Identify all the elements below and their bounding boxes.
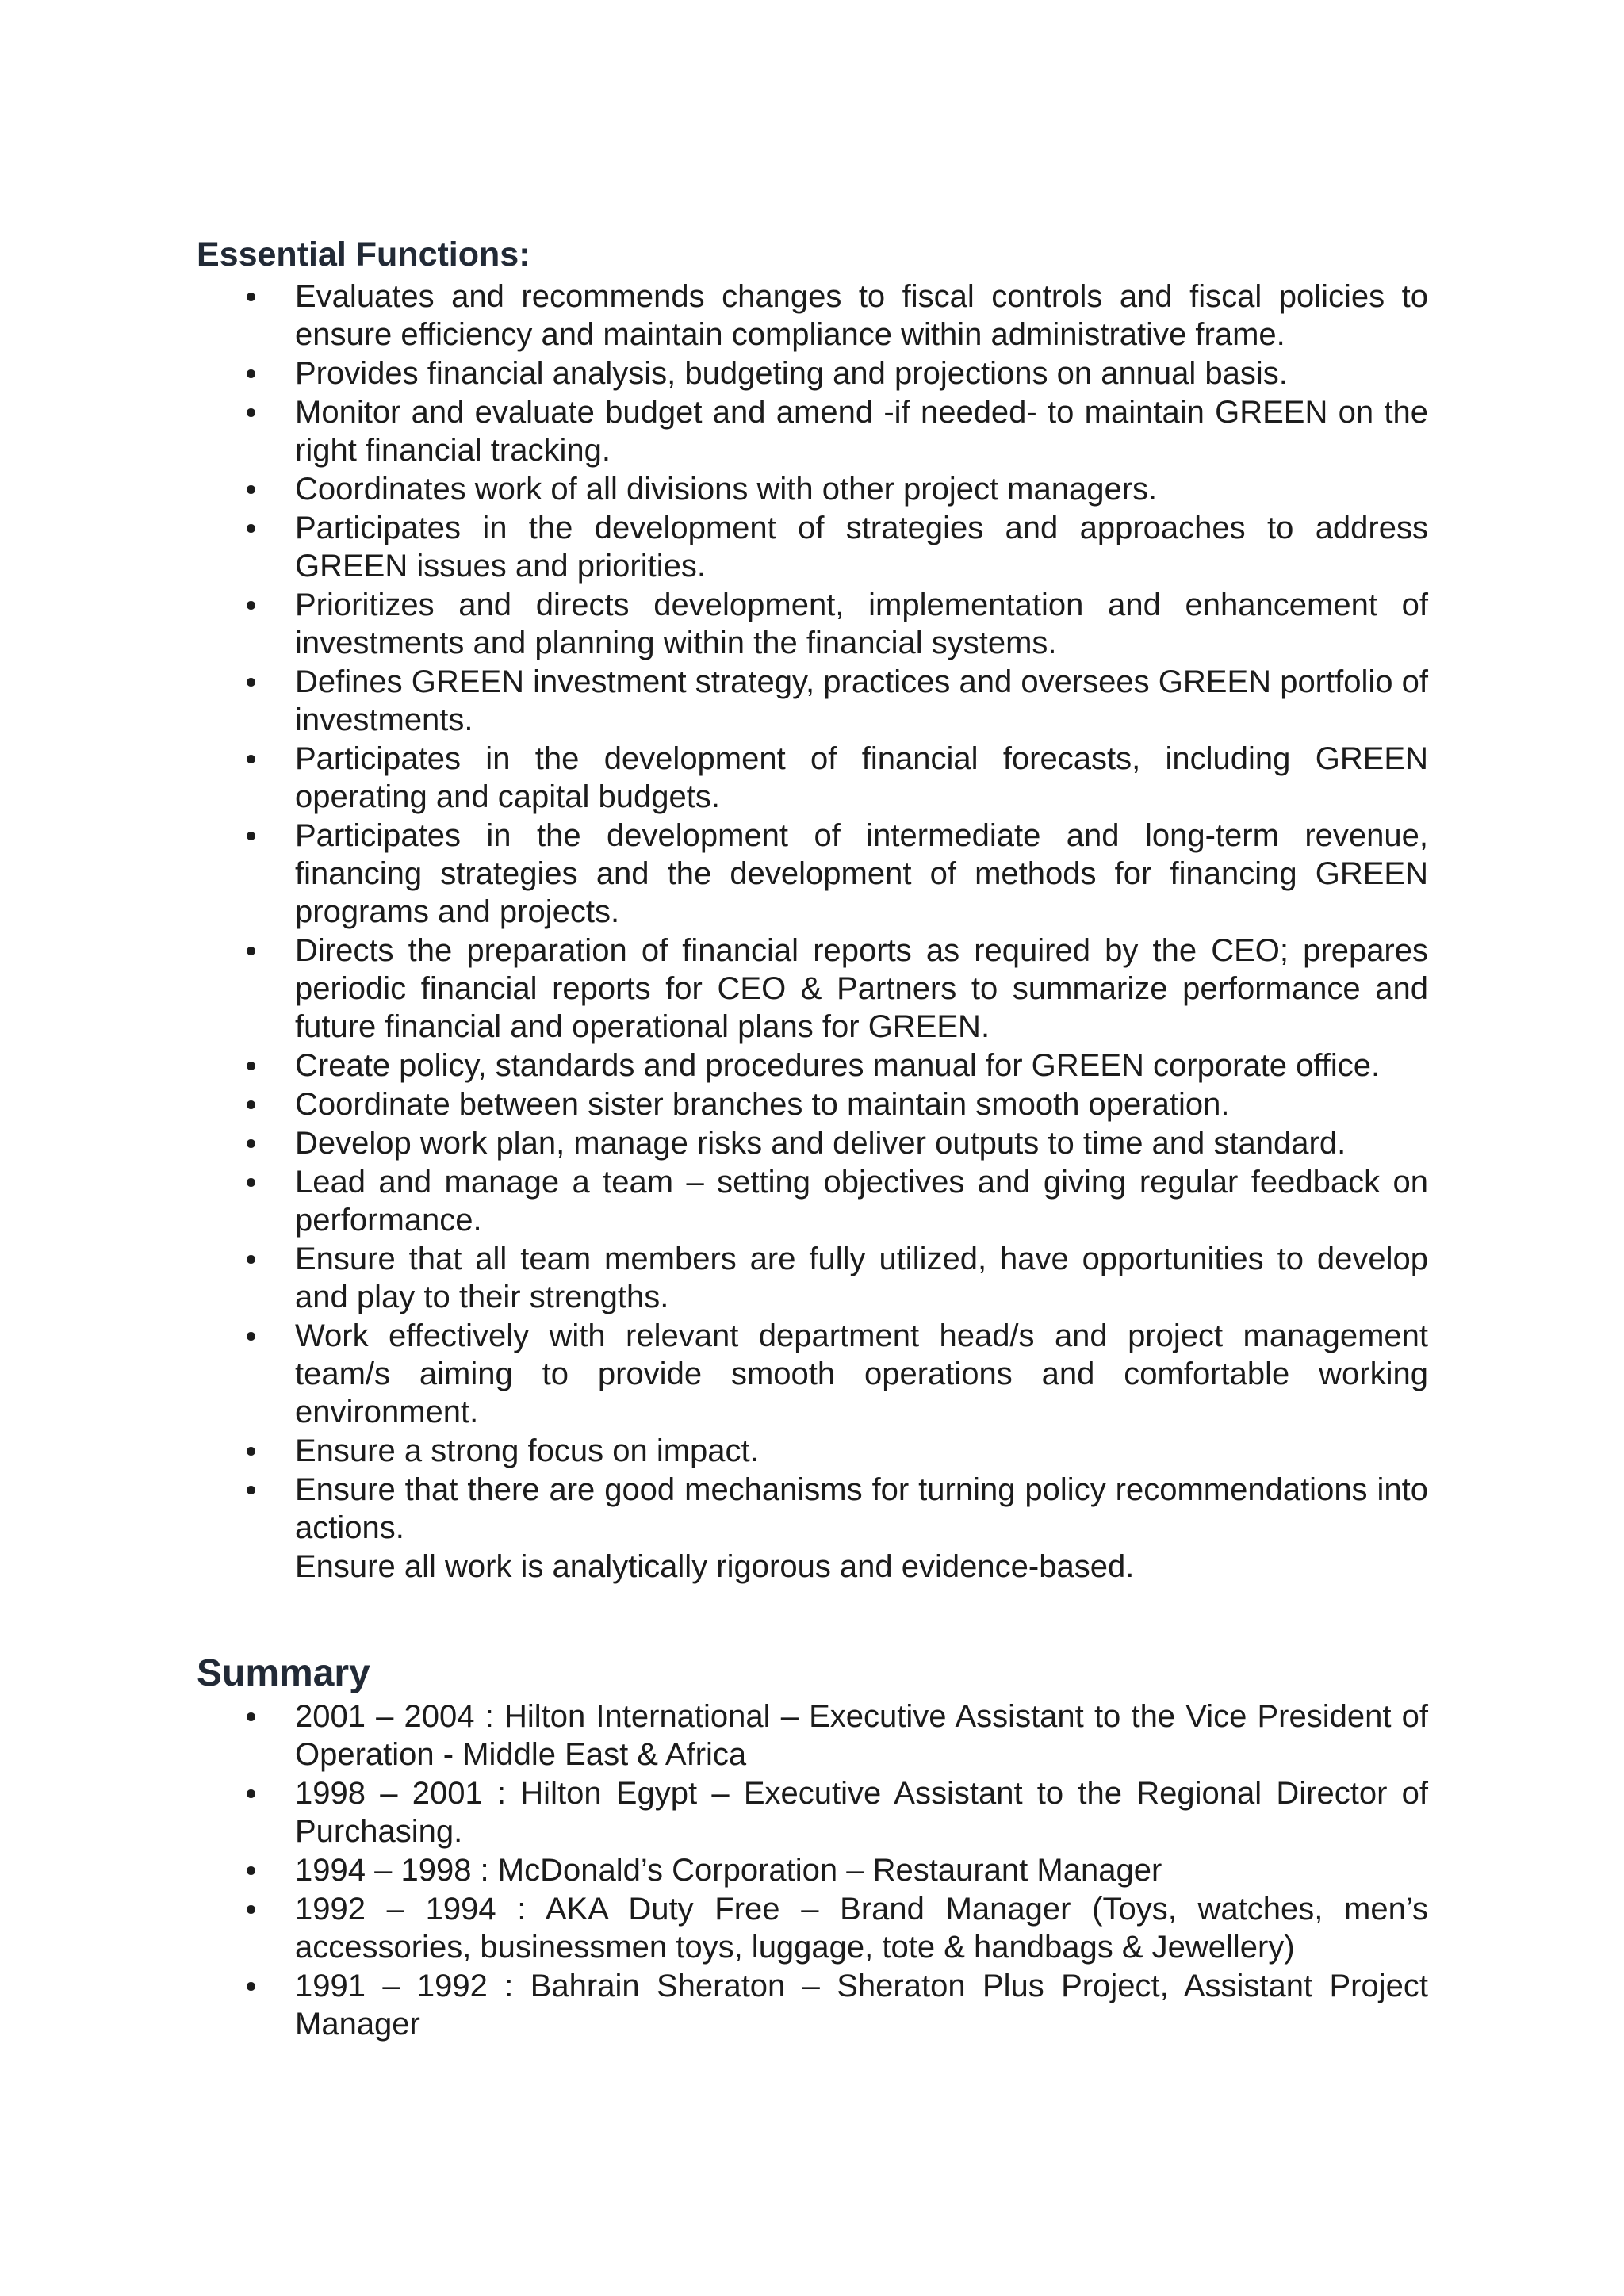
bullet-icon — [247, 601, 255, 610]
list-item-text: Participates in the development of intermediate and long-term revenue, financing strategies and the development of methods for financing GREEN programs and projects. — [295, 817, 1428, 929]
list-item-text: Defines GREEN investment strategy, practices and oversees GREEN portfolio of investments. — [295, 664, 1428, 737]
list-item — [197, 1471, 1428, 1547]
list-item — [197, 1124, 1428, 1162]
summary-item-text: 1991 – 1992 : Bahrain Sheraton – Sheraton Plus Project, Assistant Project Manager — [295, 1969, 1428, 2042]
bullet-icon — [247, 947, 255, 955]
summary-item-text: 1998 – 2001 : Hilton Egypt – Executive Assistant to the Regional Director of Purchasing. — [295, 1776, 1428, 1850]
list-item-text: Provides financial analysis, budgeting and projections on annual basis. — [295, 355, 1288, 391]
list-item-text: Directs the preparation of financial reports as required by the CEO; prepares periodic financial reports for CEO & Partners to summarize performance and future financial and operational plans for GREEN. — [295, 932, 1428, 1044]
list-item — [197, 1085, 1428, 1123]
bullet-icon — [247, 1100, 255, 1109]
bullet-icon — [247, 832, 255, 840]
list-item — [197, 1240, 1428, 1316]
list-item — [197, 470, 1428, 508]
summary-item-text: 1994 – 1998 : McDonald’s Corporation – Restaurant Manager — [295, 1853, 1162, 1888]
list-item-text: Participates in the development of financial forecasts, including GREEN operating and capital budgets. — [295, 740, 1428, 814]
list-item — [197, 1047, 1428, 1085]
list-item — [197, 354, 1428, 392]
bullet-icon — [247, 524, 255, 533]
summary-item-text: 2001 – 2004 : Hilton International – Executive Assistant to the Vice President of Operation - Middle East & Africa — [295, 1699, 1428, 1773]
bullet-icon — [247, 1789, 255, 1798]
essential-functions-list — [197, 277, 1428, 1547]
bullet-icon — [247, 1255, 255, 1264]
bullet-icon — [247, 1905, 255, 1914]
page-content — [197, 235, 1428, 2044]
bullet-icon — [247, 485, 255, 494]
essential-functions-heading: Essential Functions: — [197, 235, 530, 274]
summary-item-text: 1992 – 1994 : AKA Duty Free – Brand Manager (Toys, watches, men’s accessories, businessmen toys, luggage, tote & handbags & Jewellery) — [295, 1892, 1428, 1965]
list-item — [197, 740, 1428, 816]
list-item-text: Evaluates and recommends changes to fiscal controls and fiscal policies to ensure efficiency and maintain compliance within administrative frame. — [295, 278, 1428, 352]
bullet-icon — [247, 369, 255, 378]
bullet-icon — [247, 1982, 255, 1991]
list-item-text: Create policy, standards and procedures manual for GREEN corporate office. — [295, 1047, 1381, 1083]
bullet-icon — [247, 1332, 255, 1341]
bullet-icon — [247, 1712, 255, 1721]
list-item — [197, 277, 1428, 354]
list-item — [197, 393, 1428, 469]
bullet-icon — [247, 1178, 255, 1187]
summary-item — [197, 1890, 1428, 1966]
list-item-text: Develop work plan, manage risks and deliver outputs to time and standard. — [295, 1125, 1346, 1161]
bullet-icon — [247, 1062, 255, 1070]
list-item-text: Lead and manage a team – setting objectives and giving regular feedback on performance. — [295, 1164, 1428, 1238]
list-item — [197, 932, 1428, 1046]
list-item — [197, 1163, 1428, 1239]
list-item-text: Ensure a strong focus on impact. — [295, 1433, 759, 1468]
list-item — [197, 663, 1428, 739]
bullet-icon — [247, 1447, 255, 1456]
bullet-icon — [247, 755, 255, 763]
bullet-icon — [247, 1866, 255, 1875]
list-item-text: Prioritizes and directs development, implementation and enhancement of investments and planning within the financial systems. — [295, 587, 1428, 660]
list-item-text: Ensure that there are good mechanisms for turning policy recommendations into actions. — [295, 1471, 1428, 1545]
summary-list — [197, 1697, 1428, 2043]
list-item — [197, 586, 1428, 662]
list-item-text: Monitor and evaluate budget and amend -if needed- to maintain GREEN on the right financial tracking. — [295, 394, 1428, 468]
list-item-text: Work effectively with relevant department head/s and project management team/s aiming to provide smooth operations and comfortable working environment. — [295, 1318, 1428, 1429]
list-item-text: Coordinates work of all divisions with other project managers. — [295, 471, 1158, 507]
bullet-icon — [247, 408, 255, 417]
summary-item — [197, 1697, 1428, 1774]
list-item — [197, 509, 1428, 585]
summary-item — [197, 1851, 1428, 1889]
summary-item — [197, 1774, 1428, 1850]
list-continuation-text: Ensure all work is analytically rigorous and evidence-based. — [295, 1548, 1135, 1584]
list-item-text: Participates in the development of strategies and approaches to address GREEN issues and priorities. — [295, 510, 1428, 584]
list-item-text: Ensure that all team members are fully utilized, have opportunities to develop and play to their strengths. — [295, 1241, 1428, 1314]
bullet-icon — [247, 1486, 255, 1494]
bullet-icon — [247, 1139, 255, 1148]
list-item-text: Coordinate between sister branches to maintain smooth operation. — [295, 1086, 1230, 1122]
summary-item — [197, 1967, 1428, 2043]
bullet-icon — [247, 293, 255, 301]
bullet-icon — [247, 678, 255, 687]
list-item — [197, 1317, 1428, 1431]
list-item — [197, 817, 1428, 931]
list-item — [197, 1432, 1428, 1470]
summary-heading: Summary — [197, 1651, 370, 1694]
